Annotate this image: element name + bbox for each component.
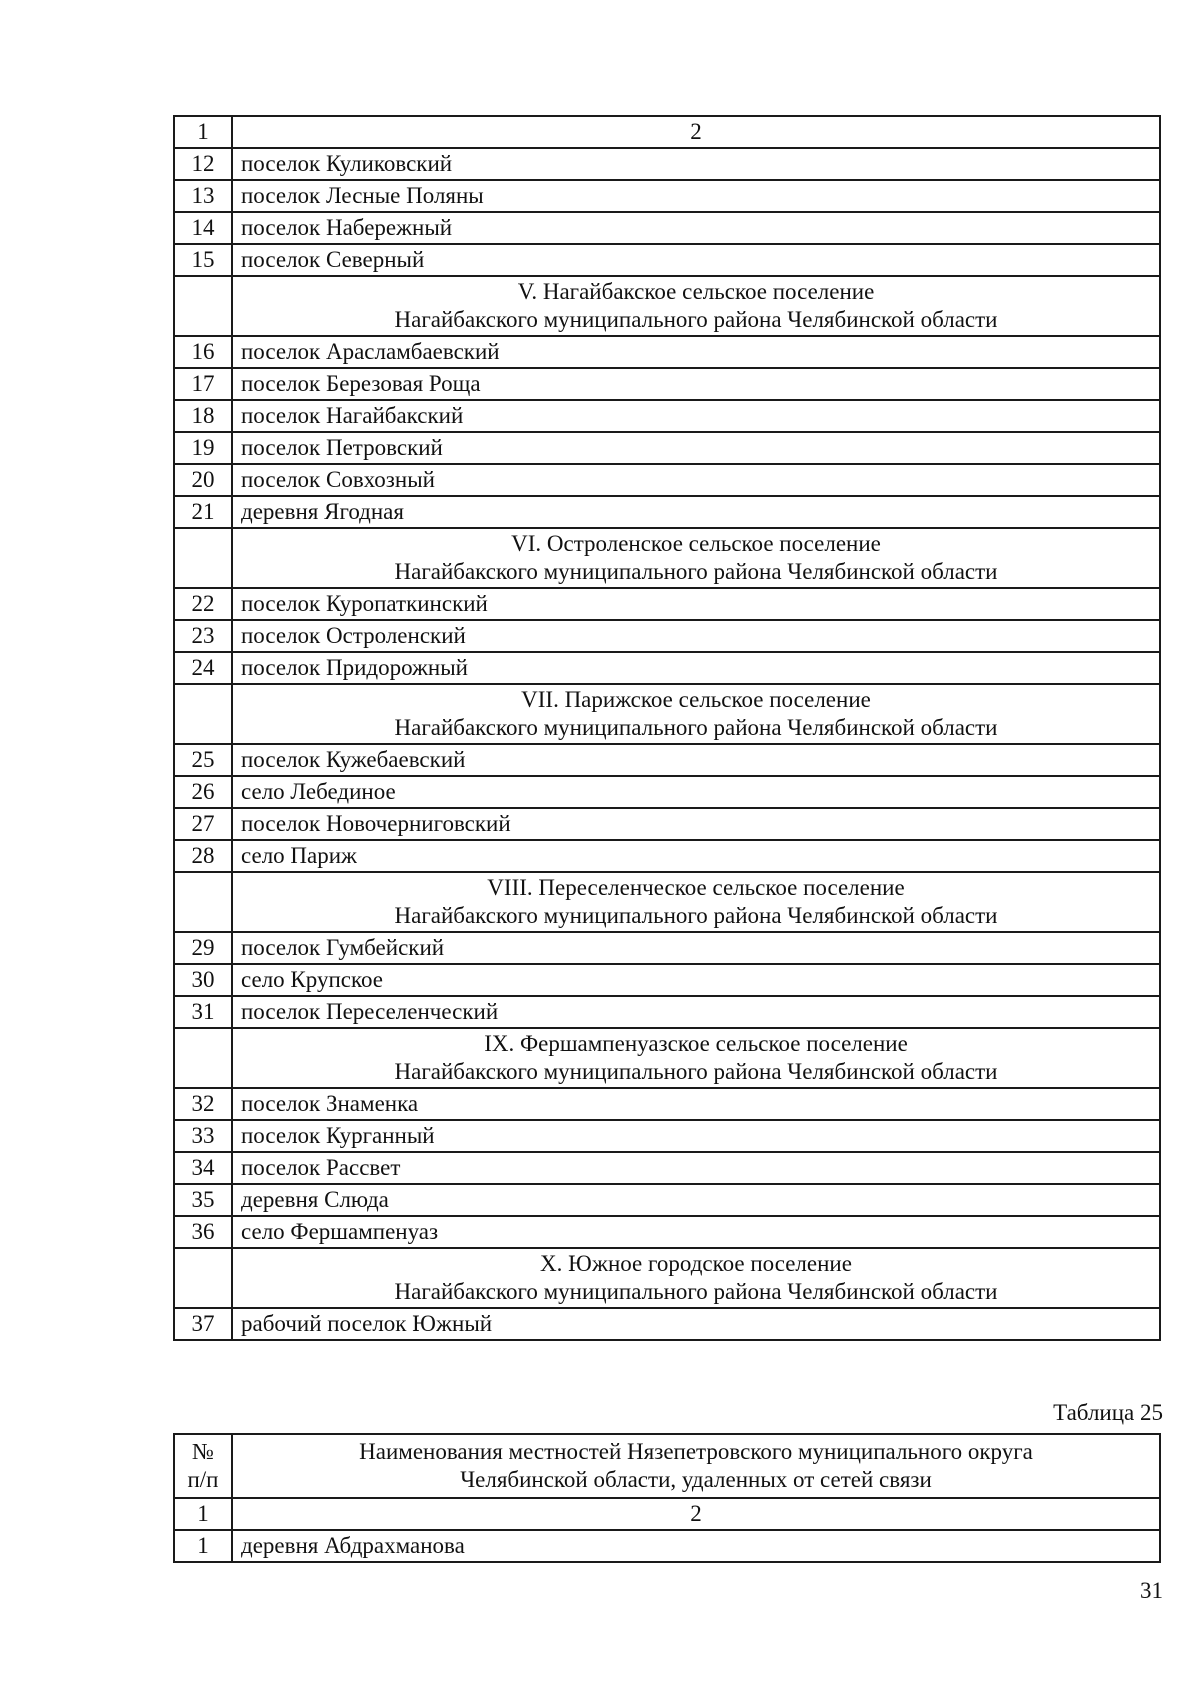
table-row [174, 620, 1160, 652]
table-row [174, 1152, 1160, 1184]
settlement-name: поселок Нагайбакский [232, 400, 1160, 432]
row-number: 26 [174, 776, 232, 808]
row-number: 22 [174, 588, 232, 620]
table-row [174, 808, 1160, 840]
settlement-name: поселок Куликовский [232, 148, 1160, 180]
table-row [174, 368, 1160, 400]
settlement-name: рабочий поселок Южный [232, 1308, 1160, 1340]
row-number: 25 [174, 744, 232, 776]
table-caption: Таблица 25 [1053, 1400, 1163, 1425]
settlement-name: деревня Ягодная [232, 496, 1160, 528]
index-cell-1: 1 [174, 116, 232, 148]
section-empty-cell [174, 872, 232, 932]
table-row [174, 964, 1160, 996]
table-row [174, 1308, 1160, 1340]
settlement-name: поселок Совхозный [232, 464, 1160, 496]
section-title-line2: Нагайбакского муниципального района Челябинской области [394, 559, 998, 584]
table-row [174, 212, 1160, 244]
table-row [174, 1216, 1160, 1248]
index-cell-1: 1 [174, 1498, 232, 1530]
row-number: 23 [174, 620, 232, 652]
settlement-name: поселок Лесные Поляны [232, 180, 1160, 212]
table-row [174, 464, 1160, 496]
settlement-name: поселок Кужебаевский [232, 744, 1160, 776]
table-row [174, 244, 1160, 276]
settlements-table-body [174, 116, 1160, 1340]
index-cell-2: 2 [232, 1498, 1160, 1530]
header-title-line1: Наименования местностей Нязепетровского муниципального округа [359, 1439, 1033, 1464]
settlement-name: поселок Арасламбаевский [232, 336, 1160, 368]
row-number: 33 [174, 1120, 232, 1152]
section-empty-cell [174, 528, 232, 588]
table-row [174, 180, 1160, 212]
section-empty-cell [174, 1028, 232, 1088]
table-row [174, 932, 1160, 964]
settlement-name: поселок Придорожный [232, 652, 1160, 684]
section-empty-cell [174, 276, 232, 336]
table-row [174, 1088, 1160, 1120]
row-number: 36 [174, 1216, 232, 1248]
section-row [174, 1028, 1160, 1088]
table-row [174, 1530, 1160, 1562]
settlement-name: поселок Переселенческий [232, 996, 1160, 1028]
section-title-cell [232, 1248, 1160, 1308]
row-number: 17 [174, 368, 232, 400]
header-title-cell [232, 1434, 1160, 1498]
row-number: 19 [174, 432, 232, 464]
section-empty-cell [174, 684, 232, 744]
header-num-cell [174, 1434, 232, 1498]
table-row [174, 1120, 1160, 1152]
row-number: 34 [174, 1152, 232, 1184]
header-title-line2: Челябинской области, удаленных от сетей связи [460, 1467, 932, 1492]
row-number: 30 [174, 964, 232, 996]
table-row [174, 400, 1160, 432]
row-number: 35 [174, 1184, 232, 1216]
section-title-cell [232, 684, 1160, 744]
table-25-body [174, 1434, 1160, 1562]
section-title-line1: IX. Фершампенуазское сельское поселение [484, 1031, 908, 1056]
table-row [174, 496, 1160, 528]
settlements-table [173, 115, 1161, 1341]
settlement-name: поселок Березовая Роща [232, 368, 1160, 400]
settlement-name: поселок Петровский [232, 432, 1160, 464]
section-title-cell [232, 276, 1160, 336]
settlement-name: поселок Знаменка [232, 1088, 1160, 1120]
row-number: 27 [174, 808, 232, 840]
table-25 [173, 1433, 1161, 1563]
table-row [174, 588, 1160, 620]
settlement-name: поселок Остроленский [232, 620, 1160, 652]
row-number: 1 [174, 1530, 232, 1562]
row-number: 29 [174, 932, 232, 964]
row-number: 12 [174, 148, 232, 180]
header-num-line1: № [192, 1439, 214, 1464]
settlement-name: поселок Курганный [232, 1120, 1160, 1152]
settlement-name: поселок Куропаткинский [232, 588, 1160, 620]
section-title-line2: Нагайбакского муниципального района Челябинской области [394, 307, 998, 332]
table-row [174, 776, 1160, 808]
row-number: 18 [174, 400, 232, 432]
section-title-line2: Нагайбакского муниципального района Челябинской области [394, 903, 998, 928]
row-number: 32 [174, 1088, 232, 1120]
table-row [174, 432, 1160, 464]
row-number: 28 [174, 840, 232, 872]
section-title-cell [232, 528, 1160, 588]
table-row [174, 744, 1160, 776]
settlement-name: поселок Северный [232, 244, 1160, 276]
row-number: 20 [174, 464, 232, 496]
settlement-name: поселок Гумбейский [232, 932, 1160, 964]
row-number: 14 [174, 212, 232, 244]
row-number: 13 [174, 180, 232, 212]
section-row [174, 1248, 1160, 1308]
section-title-line2: Нагайбакского муниципального района Челябинской области [394, 715, 998, 740]
section-title-line1: V. Нагайбакское сельское поселение [517, 279, 875, 304]
table-row [174, 840, 1160, 872]
section-row [174, 276, 1160, 336]
section-title-cell [232, 1028, 1160, 1088]
section-title-line2: Нагайбакского муниципального района Челябинской области [394, 1059, 998, 1084]
section-title-cell [232, 872, 1160, 932]
row-number: 15 [174, 244, 232, 276]
index-cell-2: 2 [232, 116, 1160, 148]
table-index-row [174, 116, 1160, 148]
row-number: 21 [174, 496, 232, 528]
table-row [174, 652, 1160, 684]
table-row [174, 336, 1160, 368]
settlement-name: поселок Новочерниговский [232, 808, 1160, 840]
settlement-name: село Крупское [232, 964, 1160, 996]
row-number: 31 [174, 996, 232, 1028]
table-row [174, 148, 1160, 180]
table-25-index-row [174, 1498, 1160, 1530]
section-title-line1: VIII. Переселенческое сельское поселение [487, 875, 905, 900]
section-title-line1: X. Южное городское поселение [540, 1251, 852, 1276]
settlement-name: деревня Слюда [232, 1184, 1160, 1216]
section-row [174, 528, 1160, 588]
table-row [174, 996, 1160, 1028]
table-25-header-row [174, 1434, 1160, 1498]
section-row [174, 684, 1160, 744]
settlement-name: поселок Рассвет [232, 1152, 1160, 1184]
header-num-line2: п/п [187, 1467, 219, 1492]
settlement-name: поселок Набережный [232, 212, 1160, 244]
settlement-name: село Лебединое [232, 776, 1160, 808]
table-row [174, 1184, 1160, 1216]
section-row [174, 872, 1160, 932]
page-number: 31 [1140, 1578, 1163, 1603]
section-title-line1: VII. Парижское сельское поселение [521, 687, 871, 712]
section-title-line1: VI. Остроленское сельское поселение [511, 531, 881, 556]
section-title-line2: Нагайбакского муниципального района Челябинской области [394, 1279, 998, 1304]
section-empty-cell [174, 1248, 232, 1308]
settlement-name: деревня Абдрахманова [232, 1530, 1160, 1562]
row-number: 37 [174, 1308, 232, 1340]
settlement-name: село Париж [232, 840, 1160, 872]
row-number: 24 [174, 652, 232, 684]
settlement-name: село Фершампенуаз [232, 1216, 1160, 1248]
row-number: 16 [174, 336, 232, 368]
